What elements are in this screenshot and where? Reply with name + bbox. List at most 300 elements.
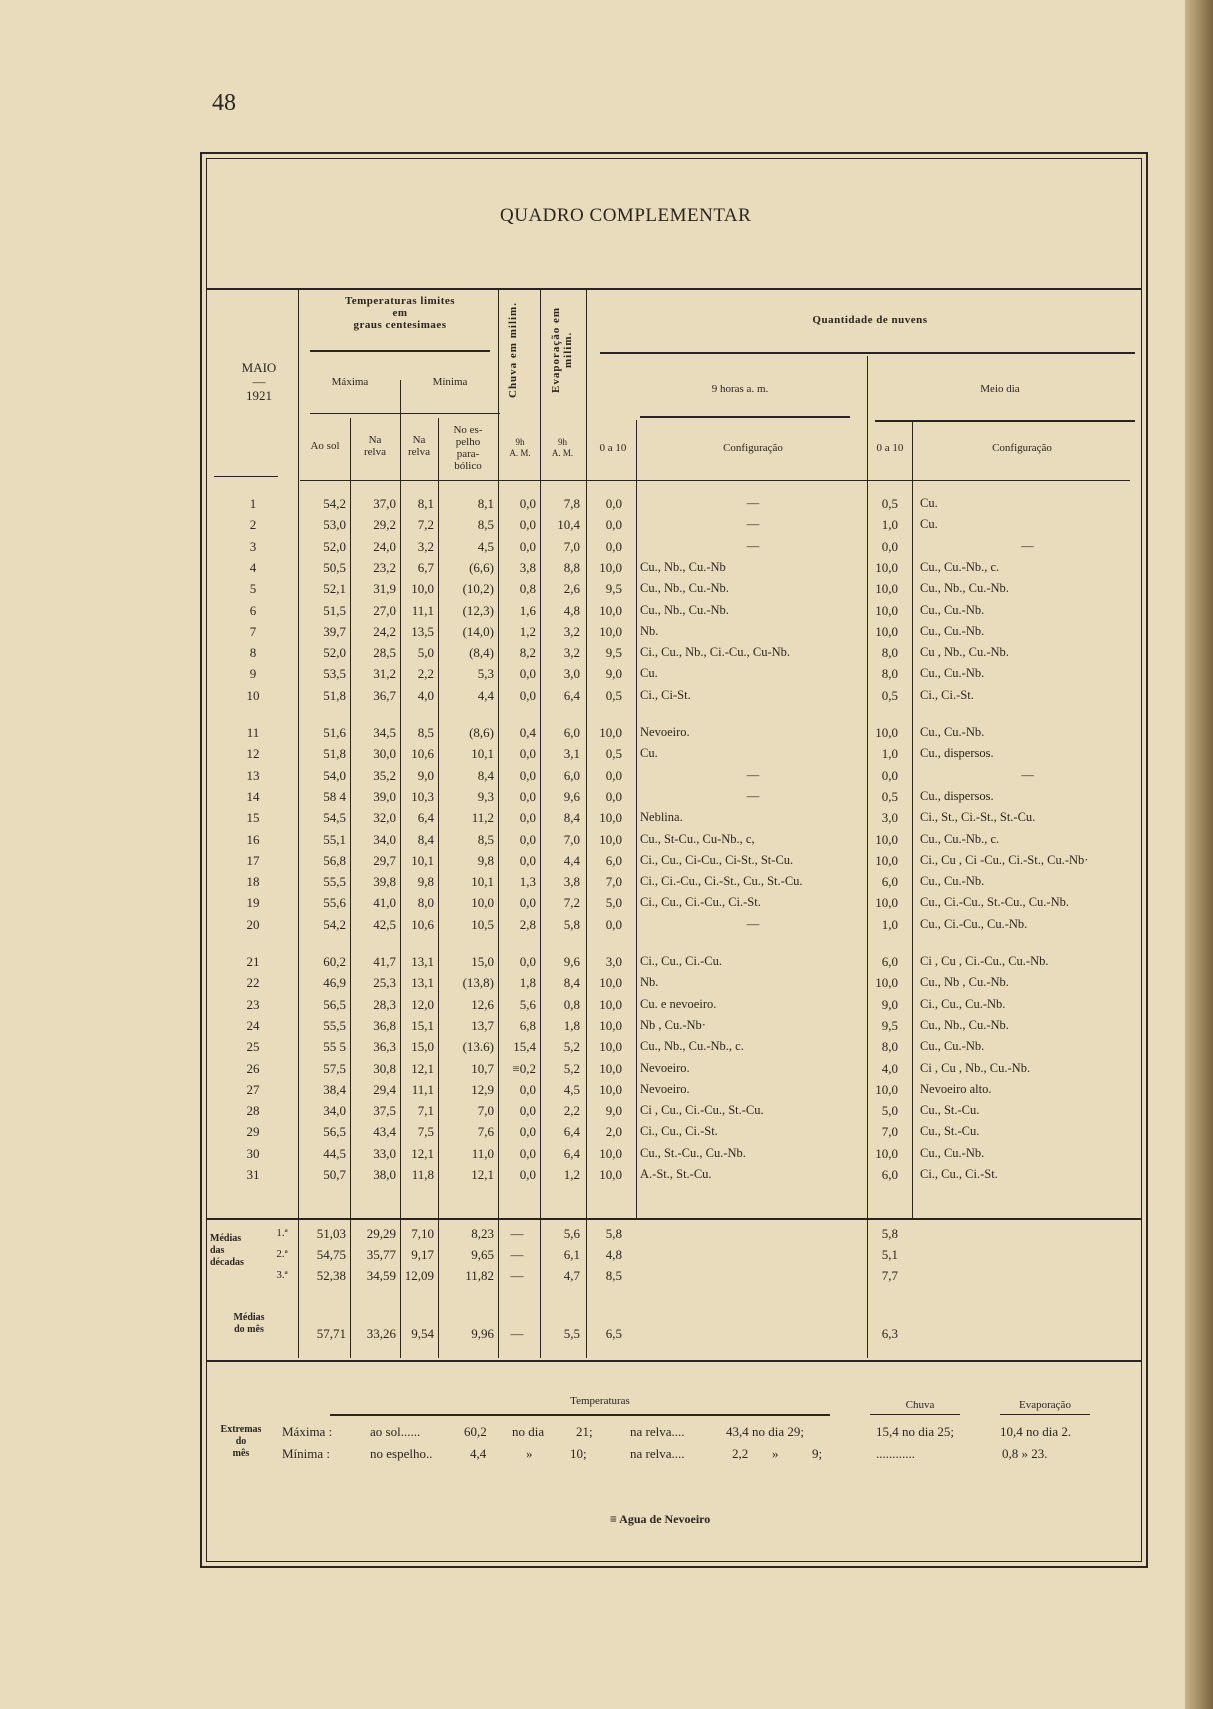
cell-nuvens-9h: 0,0 xyxy=(605,916,622,932)
cell-max-na-relva: 24,0 xyxy=(373,538,396,554)
config-9h-header: Configuração xyxy=(723,442,783,454)
year-label: 1921 xyxy=(246,388,272,403)
cell-min-na-relva: 10,6 xyxy=(411,916,434,932)
cell-max-ao-sol: 55,6 xyxy=(323,895,346,911)
espelho-1: No es- xyxy=(453,424,483,436)
cell-min-na-relva: 8,5 xyxy=(417,725,434,740)
cell-day: 5 xyxy=(249,581,257,597)
cell-day: 25 xyxy=(246,1039,260,1055)
cell-nuvens-md: 10,0 xyxy=(875,831,898,847)
cell-max-na-relva: 27,0 xyxy=(373,602,396,618)
cell-config-md: Ci., Cu., Ci.-St. xyxy=(920,1167,998,1181)
cell-nuvens-9h: 10,0 xyxy=(599,725,622,740)
cell-min-na-relva: 7,2 xyxy=(417,517,434,533)
cell-chuva: 6,8 xyxy=(519,1017,536,1033)
cell-nuvens-9h: 5,0 xyxy=(605,895,622,911)
cell-config-9h: — xyxy=(746,538,760,553)
cell-chuva: 0,0 xyxy=(519,810,536,826)
cell-min-na-relva: 11,1 xyxy=(411,602,434,618)
cell-evaporacao: 1,2 xyxy=(563,1167,580,1182)
decada-cell: 7,10 xyxy=(411,1226,434,1241)
cell-day: 28 xyxy=(246,1103,260,1119)
cell-day: 17 xyxy=(246,852,260,868)
cell-min-espelho: 8,5 xyxy=(477,517,494,533)
cell-evaporacao: 5,2 xyxy=(563,1039,580,1055)
cell-min-na-relva: 5,0 xyxy=(417,645,434,661)
cell-config-9h: — xyxy=(746,788,760,803)
cell-config-9h: Cu. xyxy=(640,666,658,681)
cell-chuva: 0,0 xyxy=(519,788,536,804)
media-mes-cell: 57,71 xyxy=(316,1326,346,1341)
cell-max-na-relva: 37,5 xyxy=(373,1103,396,1119)
cell-nuvens-9h: 2,0 xyxy=(605,1124,622,1140)
nuvens-header: Quantidade de nuvens xyxy=(812,314,928,326)
cell-max-na-relva: 34,0 xyxy=(373,831,396,847)
cell-max-na-relva: 42,5 xyxy=(373,916,396,932)
decada-cell: 52,38 xyxy=(316,1268,346,1283)
cell-min-na-relva: 7,1 xyxy=(417,1103,434,1119)
cell-day: 7 xyxy=(249,623,257,639)
cell-min-espelho: 9,8 xyxy=(477,852,494,868)
cell-day: 22 xyxy=(246,975,260,991)
cell-max-ao-sol: 54,0 xyxy=(323,767,346,783)
extremas-minima-dia1: » xyxy=(526,1446,533,1461)
cell-max-na-relva: 29,2 xyxy=(373,517,396,533)
cell-max-ao-sol: 34,0 xyxy=(323,1103,346,1119)
cell-config-md: Cu., Cu.-Nb. xyxy=(920,1039,985,1054)
cell-day: 21 xyxy=(246,954,260,969)
cell-config-9h: Nb. xyxy=(640,975,659,990)
ao-sol-header: Ao sol xyxy=(310,440,340,452)
cell-nuvens-md: 10,0 xyxy=(875,581,898,597)
cell-day: 26 xyxy=(246,1060,260,1076)
cell-max-ao-sol: 53,5 xyxy=(323,666,346,682)
cell-config-md: Ci , Cu , Ci.-Cu., Cu.-Nb. xyxy=(920,954,1049,968)
cell-max-na-relva: 33,0 xyxy=(373,1145,396,1161)
cell-evaporacao: 3,8 xyxy=(563,874,580,890)
decada-cell: 2.ª xyxy=(276,1248,288,1260)
sub-rule-temps xyxy=(310,413,500,414)
cell-min-espelho: 15,0 xyxy=(471,954,494,969)
cell-nuvens-9h: 7,0 xyxy=(605,874,622,890)
cell-chuva: 0,0 xyxy=(519,666,536,682)
cell-max-na-relva: 29,7 xyxy=(373,852,396,868)
cell-evaporacao: 4,4 xyxy=(563,852,580,868)
cell-evaporacao: 6,4 xyxy=(563,687,580,703)
cell-chuva: 8,2 xyxy=(519,645,536,661)
evap-9h-1: 9h xyxy=(558,437,567,447)
cell-config-9h: Nevoeiro. xyxy=(640,725,690,739)
cell-max-ao-sol: 52,0 xyxy=(323,645,346,661)
cell-nuvens-md: 9,5 xyxy=(881,1017,898,1033)
decada-cell: 3.ª xyxy=(276,1269,288,1281)
extremas-top-rule xyxy=(206,1360,1142,1362)
cell-config-9h: — xyxy=(746,517,760,532)
cell-chuva: 0,8 xyxy=(519,581,536,597)
cell-day: 6 xyxy=(249,602,257,618)
extremas-temps-title: Temperaturas xyxy=(570,1395,630,1407)
cell-max-na-relva: 36,8 xyxy=(373,1017,396,1033)
cell-evaporacao: 4,8 xyxy=(563,602,580,618)
cell-evaporacao: 7,8 xyxy=(563,496,580,511)
header-bottom-rule-1 xyxy=(214,476,278,477)
cell-nuvens-9h: 9,5 xyxy=(605,581,622,597)
na-relva-min-2: relva xyxy=(408,446,430,458)
cell-config-9h: Cu., St-Cu., Cu-Nb., c, xyxy=(640,831,755,846)
cell-max-ao-sol: 56,5 xyxy=(323,996,346,1012)
extremas-maxima-v2: 43,4 no dia 29; xyxy=(726,1424,804,1439)
cell-min-na-relva: 10,0 xyxy=(411,581,434,597)
cell-config-9h: Ci., Cu., Nb., Ci.-Cu., Cu-Nb. xyxy=(640,645,791,660)
cell-max-na-relva: 37,0 xyxy=(373,496,396,511)
cell-config-md: Cu., Ci.-Cu., Cu.-Nb. xyxy=(920,916,1028,931)
decada-cell: — xyxy=(510,1226,524,1241)
cell-config-md: Ci., Cu , Ci -Cu., Ci.-St., Cu.-Nb· xyxy=(920,852,1089,867)
cell-chuva: 1,3 xyxy=(519,874,536,890)
cell-chuva: 0,0 xyxy=(519,1103,536,1119)
cell-day: 16 xyxy=(246,831,260,847)
cell-nuvens-md: 0,5 xyxy=(881,496,898,511)
chuva-header: Chuva em milim. xyxy=(507,302,519,398)
cell-evaporacao: 9,6 xyxy=(563,788,580,804)
cell-nuvens-md: 10,0 xyxy=(875,895,898,911)
evap-9h-2: A. M. xyxy=(551,448,574,458)
sub-rule-md xyxy=(875,420,1135,422)
cell-day: 23 xyxy=(246,996,260,1012)
decada-cell: 1.ª xyxy=(276,1227,288,1239)
cell-day: 13 xyxy=(246,767,260,783)
cell-max-ao-sol: 56,5 xyxy=(323,1124,346,1140)
nuvens-rule xyxy=(600,352,1135,354)
cell-nuvens-md: 0,0 xyxy=(881,538,898,554)
cell-min-espelho: 8,5 xyxy=(477,831,494,847)
decada-cell: — xyxy=(510,1247,524,1262)
cell-min-espelho: 10,0 xyxy=(471,895,494,911)
na-relva-min-1: Na xyxy=(412,434,426,446)
cell-nuvens-md: 10,0 xyxy=(875,725,898,740)
maxima-header: Máxima xyxy=(331,376,369,388)
cell-max-na-relva: 30,0 xyxy=(373,746,396,762)
cell-evaporacao: 6,4 xyxy=(563,1145,580,1161)
cell-day: 2 xyxy=(249,517,257,533)
minima-header: Mínima xyxy=(432,376,468,388)
cell-nuvens-md: 10,0 xyxy=(875,602,898,618)
extremas-chuva-title: Chuva xyxy=(905,1399,935,1411)
cell-min-na-relva: 8,0 xyxy=(417,895,434,911)
cell-nuvens-9h: 9,5 xyxy=(605,645,622,661)
cell-nuvens-9h: 3,0 xyxy=(605,954,622,969)
cell-min-na-relva: 8,1 xyxy=(417,496,434,511)
page-number: 48 xyxy=(212,90,236,116)
cell-config-md: Cu., Cu.-Nb. xyxy=(920,602,985,617)
cell-min-na-relva: 7,5 xyxy=(417,1124,434,1140)
extremas-minima-v1: 4,4 xyxy=(470,1446,487,1461)
decada-cell: — xyxy=(510,1268,524,1283)
cell-nuvens-9h: 10,0 xyxy=(599,975,622,991)
cell-chuva: 0,0 xyxy=(519,767,536,783)
cell-nuvens-md: 10,0 xyxy=(875,1081,898,1097)
cell-config-md: Cu., Ci.-Cu., St.-Cu., Cu.-Nb. xyxy=(920,895,1069,910)
cell-min-espelho: 4,4 xyxy=(477,687,494,703)
cell-min-espelho: (13,8) xyxy=(462,975,494,991)
media-mes-cell: 6,5 xyxy=(605,1326,622,1341)
cell-nuvens-md: 1,0 xyxy=(881,916,898,932)
extremas-maxima-evap: 10,4 no dia 2. xyxy=(1000,1424,1072,1439)
cell-max-ao-sol: 38,4 xyxy=(323,1081,346,1097)
decada-cell: 8,5 xyxy=(605,1268,622,1283)
cell-min-na-relva: 9,8 xyxy=(417,874,434,890)
cell-nuvens-md: 7,0 xyxy=(881,1124,898,1140)
cell-min-na-relva: 13,1 xyxy=(411,975,434,991)
cell-nuvens-9h: 0,5 xyxy=(605,746,622,762)
cell-config-md: Nevoeiro alto. xyxy=(920,1081,992,1096)
title-divider xyxy=(206,288,1142,290)
extremas-temps-rule xyxy=(330,1414,830,1416)
cell-max-ao-sol: 44,5 xyxy=(323,1145,346,1161)
cell-nuvens-md: 10,0 xyxy=(875,975,898,991)
decada-cell: 51,03 xyxy=(316,1226,346,1241)
extremas-chuva-rule xyxy=(870,1414,960,1415)
cell-config-9h: — xyxy=(746,496,760,510)
cell-evaporacao: 1,8 xyxy=(563,1017,580,1033)
chuva-9h-1: 9h xyxy=(515,437,525,447)
cell-evaporacao: 10,4 xyxy=(557,517,580,533)
cell-max-na-relva: 28,5 xyxy=(373,645,396,661)
cell-max-ao-sol: 58 4 xyxy=(323,788,346,804)
cell-min-espelho: 9,3 xyxy=(477,788,494,804)
cell-chuva: 1,6 xyxy=(519,602,536,618)
cell-nuvens-md: 6,0 xyxy=(881,954,898,969)
cell-chuva: 0,0 xyxy=(519,517,536,533)
cell-min-espelho: (8,6) xyxy=(469,725,494,740)
decada-cell: 8,23 xyxy=(471,1226,494,1241)
cell-nuvens-9h: 10,0 xyxy=(599,1039,622,1055)
cell-day: 11 xyxy=(246,725,260,740)
cell-max-ao-sol: 60,2 xyxy=(323,954,346,969)
cell-max-ao-sol: 54,5 xyxy=(323,810,346,826)
cell-day: 4 xyxy=(249,559,257,575)
cell-nuvens-md: 1,0 xyxy=(881,517,898,533)
cell-min-espelho: 12,1 xyxy=(471,1167,494,1182)
cell-chuva: 2,8 xyxy=(519,916,536,932)
cell-max-ao-sol: 51,6 xyxy=(323,725,346,740)
extremas-minima-where1: no espelho.. xyxy=(370,1446,433,1461)
cell-min-espelho: 10,1 xyxy=(471,874,494,890)
cell-day: 18 xyxy=(246,874,260,890)
footnote: ≡ Agua de Nevoeiro xyxy=(610,1512,711,1526)
cell-nuvens-md: 4,0 xyxy=(881,1060,898,1076)
cell-max-na-relva: 39,8 xyxy=(373,874,396,890)
cell-config-md: Cu., St.-Cu. xyxy=(920,1103,980,1118)
cell-min-espelho: 10,7 xyxy=(471,1060,494,1076)
nine-hours-header: 9 horas a. m. xyxy=(711,383,769,395)
cell-nuvens-9h: 10,0 xyxy=(599,602,622,618)
cell-max-na-relva: 36,3 xyxy=(373,1039,396,1055)
temps-header-1: Temperaturas limites xyxy=(344,295,456,307)
cell-chuva: 0,0 xyxy=(519,1124,536,1140)
cell-nuvens-9h: 10,0 xyxy=(599,1167,622,1182)
header-bottom-rule-2 xyxy=(300,480,1130,481)
cell-nuvens-9h: 10,0 xyxy=(599,1081,622,1097)
cell-config-9h: Nevoeiro. xyxy=(640,1060,690,1075)
evaporacao-header: Evaporação em milim. xyxy=(550,307,574,394)
cell-max-ao-sol: 55,5 xyxy=(323,874,346,890)
cell-config-md: Ci., Cu., Cu.-Nb. xyxy=(920,996,1006,1011)
cell-min-na-relva: 15,0 xyxy=(411,1039,434,1055)
cell-config-9h: — xyxy=(746,916,760,931)
cell-config-md: Cu., Nb , Cu.-Nb. xyxy=(920,975,1009,990)
cell-nuvens-md: 8,0 xyxy=(881,666,898,682)
extremas-maxima-where2: na relva.... xyxy=(630,1424,685,1439)
cell-min-na-relva: 13,1 xyxy=(411,954,434,969)
cell-min-espelho: (13.6) xyxy=(462,1039,494,1055)
extremas-minima-dia2: » xyxy=(772,1446,779,1461)
cell-nuvens-9h: 0,0 xyxy=(605,517,622,533)
cell-config-md: — xyxy=(1021,538,1034,553)
decada-cell: 9,17 xyxy=(411,1247,434,1262)
decada-cell: 7,7 xyxy=(881,1268,898,1283)
cell-max-na-relva: 35,2 xyxy=(373,767,396,783)
cell-config-9h: Nb. xyxy=(640,623,659,638)
cell-config-9h: Ci., Ci.-Cu., Ci.-St., Cu., St.-Cu. xyxy=(640,874,803,889)
cell-min-espelho: (12,3) xyxy=(462,602,494,618)
cell-max-na-relva: 28,3 xyxy=(373,996,396,1012)
cell-min-na-relva: 12,0 xyxy=(411,996,434,1012)
cell-config-md: Cu. xyxy=(920,517,938,532)
cell-day: 3 xyxy=(249,538,257,554)
espelho-4: bólico xyxy=(454,460,482,472)
cell-max-ao-sol: 53,0 xyxy=(323,517,346,533)
cell-max-na-relva: 31,9 xyxy=(373,581,396,597)
cell-config-9h: A.-St., St.-Cu. xyxy=(640,1167,712,1181)
extremas-minima-label: Mínima : xyxy=(282,1446,331,1461)
cell-min-espelho: (10,2) xyxy=(462,581,494,597)
cell-config-md: Cu., Cu.-Nb. xyxy=(920,725,985,739)
cell-max-ao-sol: 55 5 xyxy=(323,1039,346,1055)
cell-min-na-relva: 12,1 xyxy=(411,1145,434,1161)
cell-chuva: 15,4 xyxy=(513,1039,536,1055)
cell-min-na-relva: 10,6 xyxy=(411,746,434,762)
cell-nuvens-9h: 10,0 xyxy=(599,1017,622,1033)
temps-rule xyxy=(310,350,490,352)
cell-config-md: Cu., Nb., Cu.-Nb. xyxy=(920,581,1009,596)
decada-cell: 6,1 xyxy=(563,1247,580,1262)
cell-max-ao-sol: 54,2 xyxy=(323,916,346,932)
media-mes-cell: 9,54 xyxy=(411,1326,434,1341)
extremas-evap-rule xyxy=(1000,1414,1090,1415)
cell-chuva: ≡0,2 xyxy=(512,1060,536,1076)
cell-min-espelho: 7,0 xyxy=(477,1103,494,1119)
cell-nuvens-md: 1,0 xyxy=(881,746,898,762)
cell-max-na-relva: 25,3 xyxy=(373,975,396,991)
extremas-maxima-where1: ao sol...... xyxy=(370,1424,421,1439)
cell-config-9h: Cu., St.-Cu., Cu.-Nb. xyxy=(640,1145,746,1160)
cell-chuva: 0,4 xyxy=(519,725,536,740)
cell-min-na-relva: 8,4 xyxy=(417,831,434,847)
month-dash: — xyxy=(252,374,266,389)
extremas-maxima-v1: 60,2 xyxy=(464,1424,487,1439)
cell-min-na-relva: 11,1 xyxy=(411,1081,434,1097)
cell-evaporacao: 5,8 xyxy=(563,916,580,932)
meio-dia-header: Meio dia xyxy=(980,383,1020,395)
cell-max-na-relva: 31,2 xyxy=(373,666,396,682)
cell-config-9h: Nb , Cu.-Nb· xyxy=(640,1017,706,1032)
cell-min-espelho: 7,6 xyxy=(477,1124,494,1140)
media-mes-cell: 6,3 xyxy=(881,1326,898,1341)
cell-max-na-relva: 23,2 xyxy=(373,559,396,575)
chuva-9h-2: A. M. xyxy=(509,448,531,458)
decada-cell: 5,6 xyxy=(563,1226,580,1241)
cell-max-na-relva: 43,4 xyxy=(373,1124,396,1140)
cell-config-md: Cu., Cu.-Nb., c. xyxy=(920,559,1000,574)
zero-a-10-9h: 0 a 10 xyxy=(599,442,627,454)
cell-max-ao-sol: 57,5 xyxy=(323,1060,346,1076)
cell-day: 27 xyxy=(246,1081,260,1097)
cell-chuva: 0,0 xyxy=(519,852,536,868)
config-md-header: Configuração xyxy=(992,442,1052,454)
cell-day: 19 xyxy=(246,895,260,911)
cell-config-9h: Ci., Ci-St. xyxy=(640,687,691,702)
espelho-2: pelho xyxy=(455,436,481,448)
extremas-minima-chuva: ............ xyxy=(876,1446,915,1461)
cell-config-9h: Cu., Nb., Cu.-Nb. xyxy=(640,602,729,617)
cell-nuvens-md: 8,0 xyxy=(881,645,898,661)
cell-max-na-relva: 34,5 xyxy=(373,725,396,740)
decada-cell: 5,8 xyxy=(881,1226,898,1241)
cell-nuvens-md: 10,0 xyxy=(875,559,898,575)
extremas-maxima-label: Máxima : xyxy=(282,1424,333,1439)
book-spine xyxy=(1185,0,1213,1709)
cell-nuvens-9h: 0,0 xyxy=(605,788,622,804)
cell-day: 31 xyxy=(246,1167,260,1182)
cell-day: 29 xyxy=(246,1124,260,1140)
cell-config-9h: Nevoeiro. xyxy=(640,1081,690,1096)
cell-min-na-relva: 13,5 xyxy=(411,623,434,639)
cell-config-md: Cu., Nb., Cu.-Nb. xyxy=(920,1017,1009,1032)
cell-nuvens-9h: 0,0 xyxy=(605,767,622,783)
cell-min-na-relva: 11,8 xyxy=(411,1167,434,1182)
cell-nuvens-md: 9,0 xyxy=(881,996,898,1012)
cell-day: 20 xyxy=(246,916,260,932)
cell-max-na-relva: 41,7 xyxy=(373,954,396,969)
cell-nuvens-9h: 6,0 xyxy=(605,852,622,868)
cell-min-na-relva: 4,0 xyxy=(417,687,434,703)
cell-max-ao-sol: 54,2 xyxy=(323,496,346,511)
cell-nuvens-md: 6,0 xyxy=(881,874,898,890)
decada-cell: 29,29 xyxy=(366,1226,396,1241)
cell-config-9h: Cu., Nb., Cu.-Nb. xyxy=(640,581,729,596)
cell-config-9h: Neblina. xyxy=(640,810,683,825)
cell-day: 10 xyxy=(246,687,260,703)
cell-evaporacao: 4,5 xyxy=(563,1081,580,1097)
cell-evaporacao: 5,2 xyxy=(563,1060,580,1076)
cell-min-espelho: (6,6) xyxy=(469,559,494,575)
cell-config-9h: Cu., Nb., Cu.-Nb xyxy=(640,559,726,574)
cell-min-espelho: 10,5 xyxy=(471,916,494,932)
cell-nuvens-9h: 10,0 xyxy=(599,623,622,639)
cell-evaporacao: 6,0 xyxy=(563,725,580,740)
cell-max-ao-sol: 55,5 xyxy=(323,1017,346,1033)
cell-max-ao-sol: 52,1 xyxy=(323,581,346,597)
cell-max-na-relva: 29,4 xyxy=(373,1081,396,1097)
cell-chuva: 0,0 xyxy=(519,1145,536,1161)
cell-min-espelho: (8,4) xyxy=(469,645,494,661)
media-mes-cell: — xyxy=(510,1326,524,1341)
cell-nuvens-md: 3,0 xyxy=(881,810,898,826)
col-line-1 xyxy=(298,288,299,1358)
cell-evaporacao: 7,2 xyxy=(563,895,580,911)
extremas-label-1: Extremas xyxy=(220,1424,262,1435)
